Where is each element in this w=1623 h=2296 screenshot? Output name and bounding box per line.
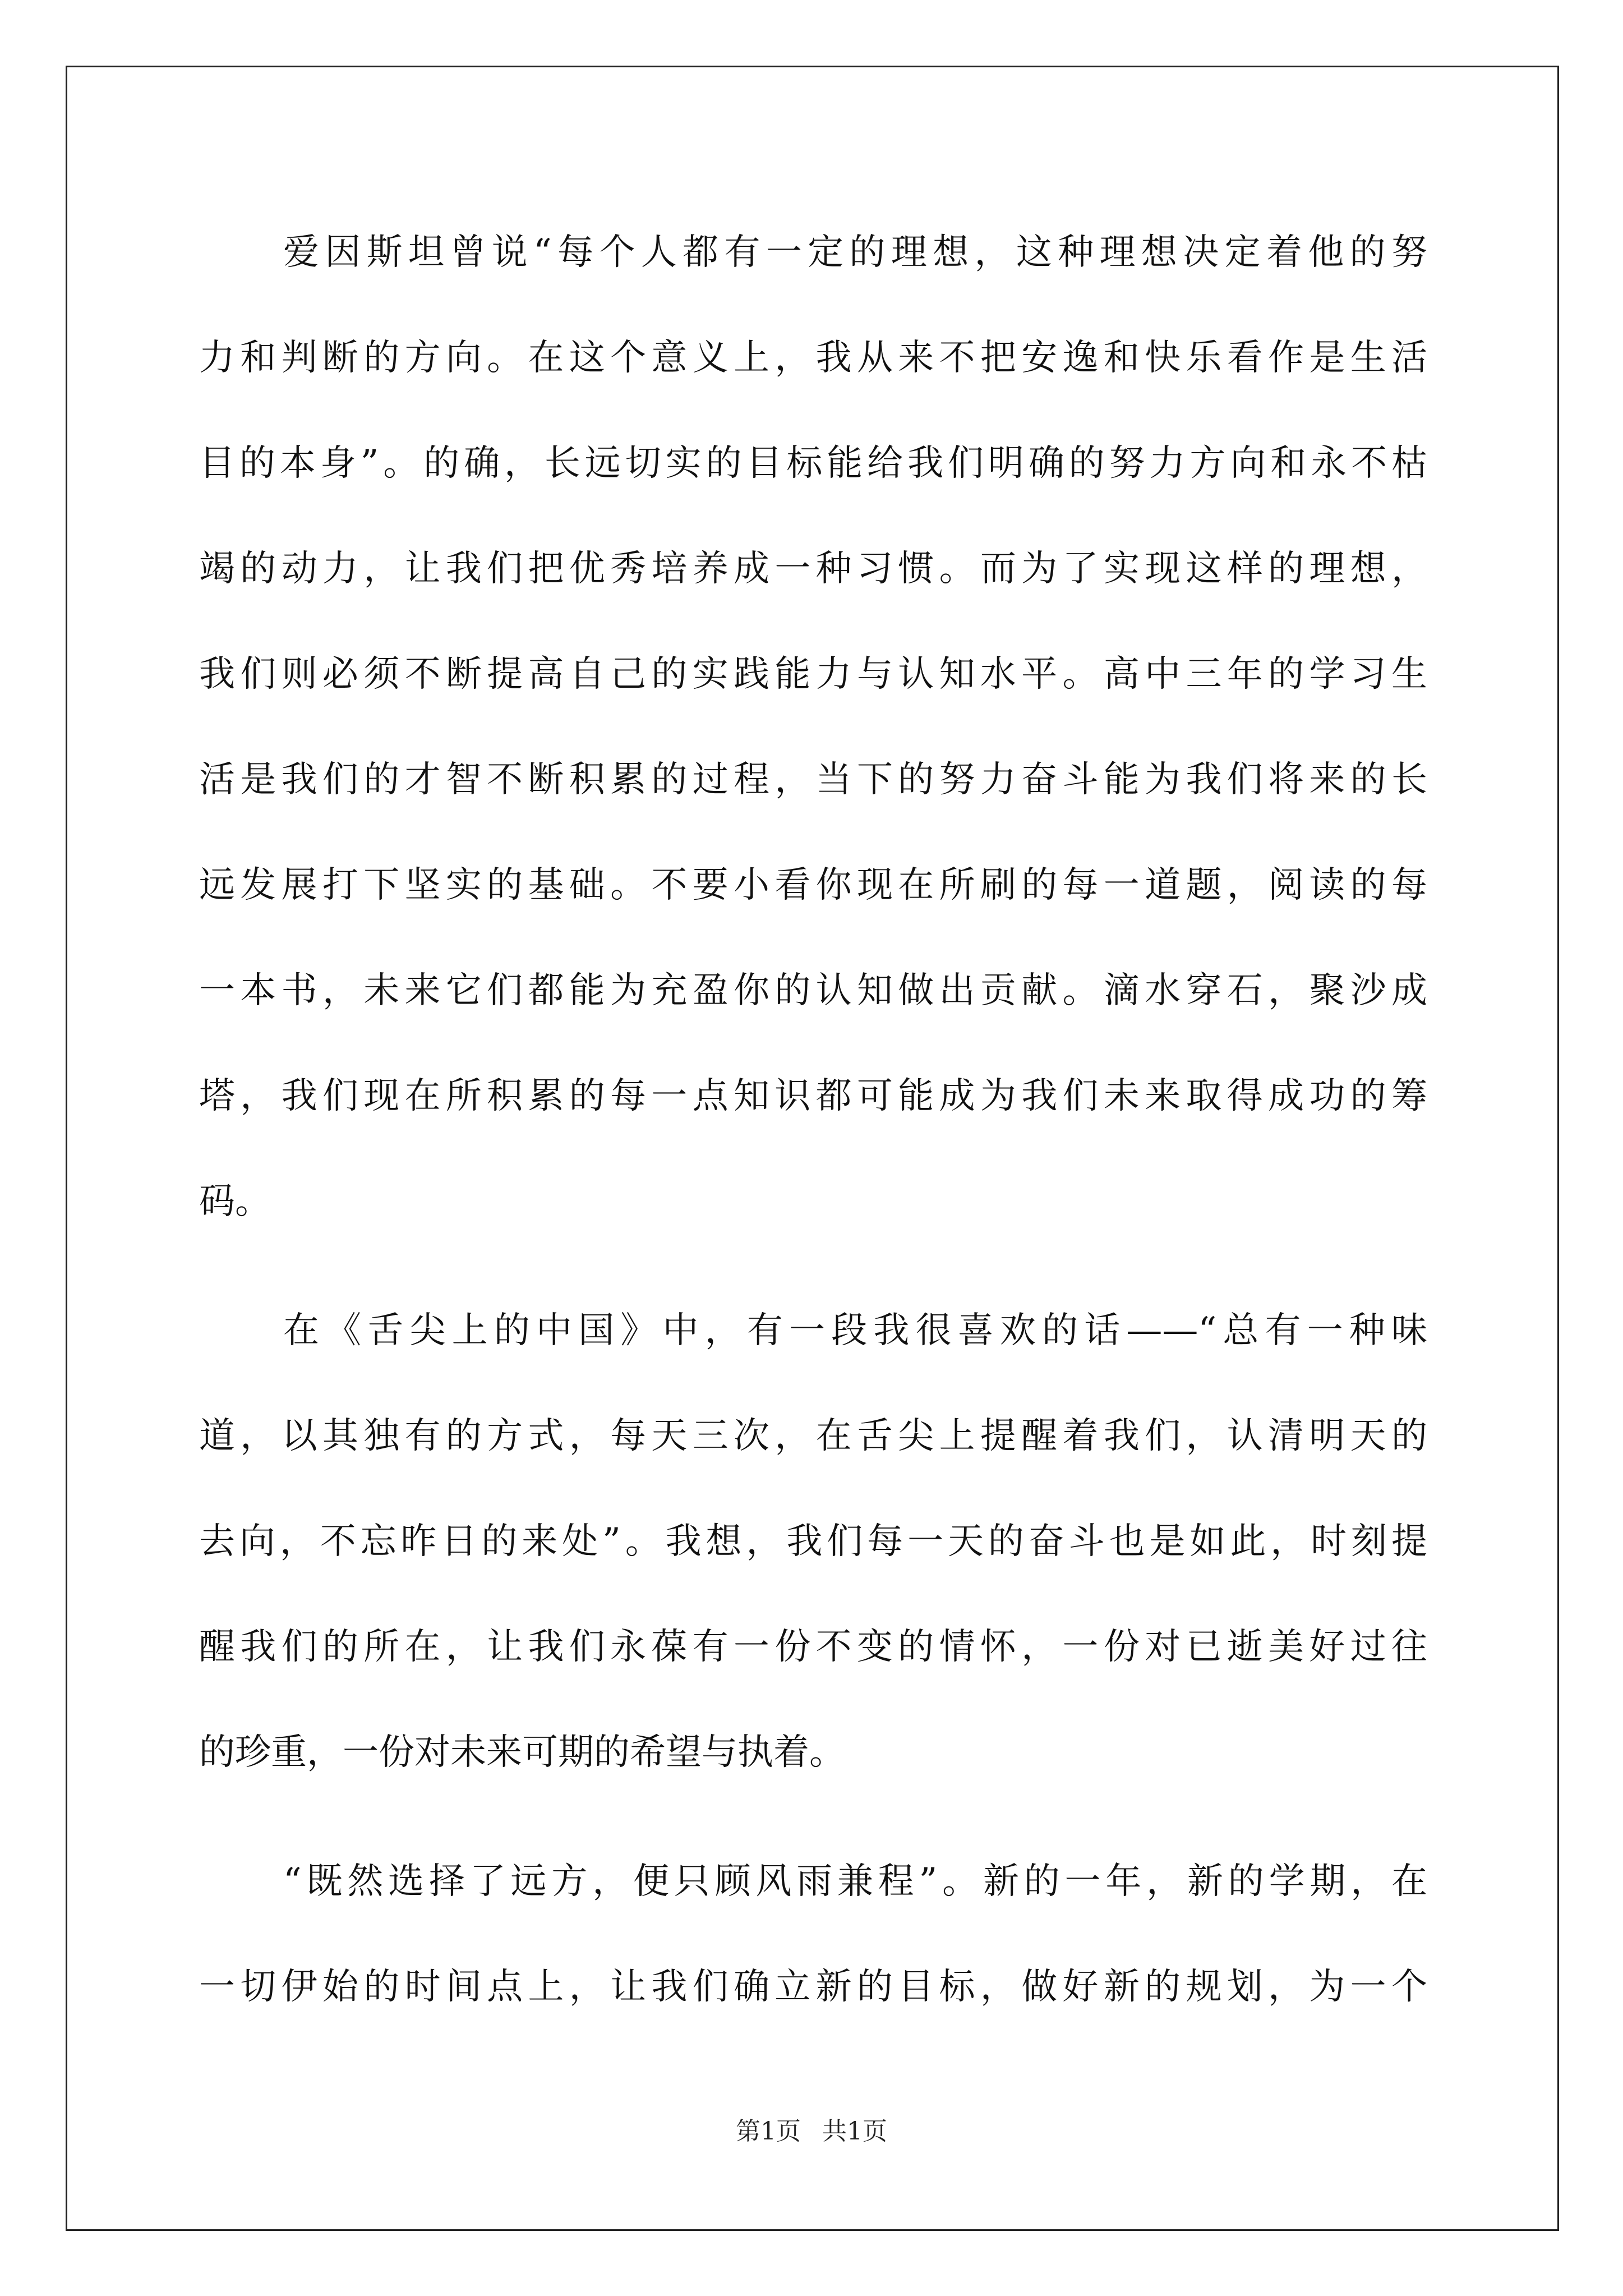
paragraph-line: 远发展打下坚实的基础。不要小看你现在所刷的每一道题，阅读的每 — [199, 864, 1427, 906]
paragraph-line: 在《舌尖上的中国》中，有一段我很喜欢的话——“总有一种味 — [283, 1310, 1427, 1351]
paragraph-line: 塔，我们现在所积累的每一点知识都可能成为我们未来取得成功的筹 — [199, 1075, 1427, 1117]
paragraph-line: 我们则必须不断提高自己的实践能力与认知水平。高中三年的学习生 — [199, 654, 1427, 695]
document-body — [199, 219, 1427, 2059]
paragraph-line: 爱因斯坦曾说“每个人都有一定的理想，这种理想决定着他的努 — [283, 232, 1427, 273]
paragraph-line: 活是我们的才智不断积累的过程，当下的努力奋斗能为我们将来的长 — [199, 759, 1427, 800]
paragraph-1 — [199, 219, 1427, 1273]
paragraph-line: 醒我们的所在，让我们永葆有一份不变的情怀，一份对已逝美好过往 — [199, 1626, 1427, 1668]
paragraph-spacer — [199, 1824, 1427, 1848]
paragraph-line: 的珍重，一份对未来可期的希望与执着。 — [199, 1732, 845, 1773]
paragraph-spacer — [199, 1273, 1427, 1297]
page-footer — [0, 2115, 1623, 2148]
paragraph-line: 目的本身”。的确，长远切实的目标能给我们明确的努力方向和永不枯 — [199, 443, 1427, 484]
paragraph-line: 码。 — [199, 1181, 271, 1222]
paragraph-line: 道，以其独有的方式，每天三次，在舌尖上提醒着我们，认清明天的 — [199, 1415, 1427, 1457]
paragraph-line: 竭的动力，让我们把优秀培养成一种习惯。而为了实现这样的理想， — [199, 548, 1427, 590]
paragraph-line: “既然选择了远方，便只顾风雨兼程”。新的一年，新的学期，在 — [283, 1861, 1427, 1902]
paragraph-line: 一切伊始的时间点上，让我们确立新的目标，做好新的规划，为一个 — [199, 1966, 1427, 2008]
paragraph-2 — [199, 1297, 1427, 1824]
paragraph-line: 一本书，未来它们都能为充盈你的认知做出贡献。滴水穿石，聚沙成 — [199, 970, 1427, 1011]
page-number: 第1页 — [736, 2117, 801, 2146]
paragraph-line: 力和判断的方向。在这个意义上，我从来不把安逸和快乐看作是生活 — [199, 337, 1427, 379]
page-total: 共1页 — [822, 2117, 887, 2146]
paragraph-line: 去向，不忘昨日的来处”。我想，我们每一天的奋斗也是如此，时刻提 — [199, 1521, 1427, 1562]
paragraph-3 — [199, 1848, 1427, 2059]
